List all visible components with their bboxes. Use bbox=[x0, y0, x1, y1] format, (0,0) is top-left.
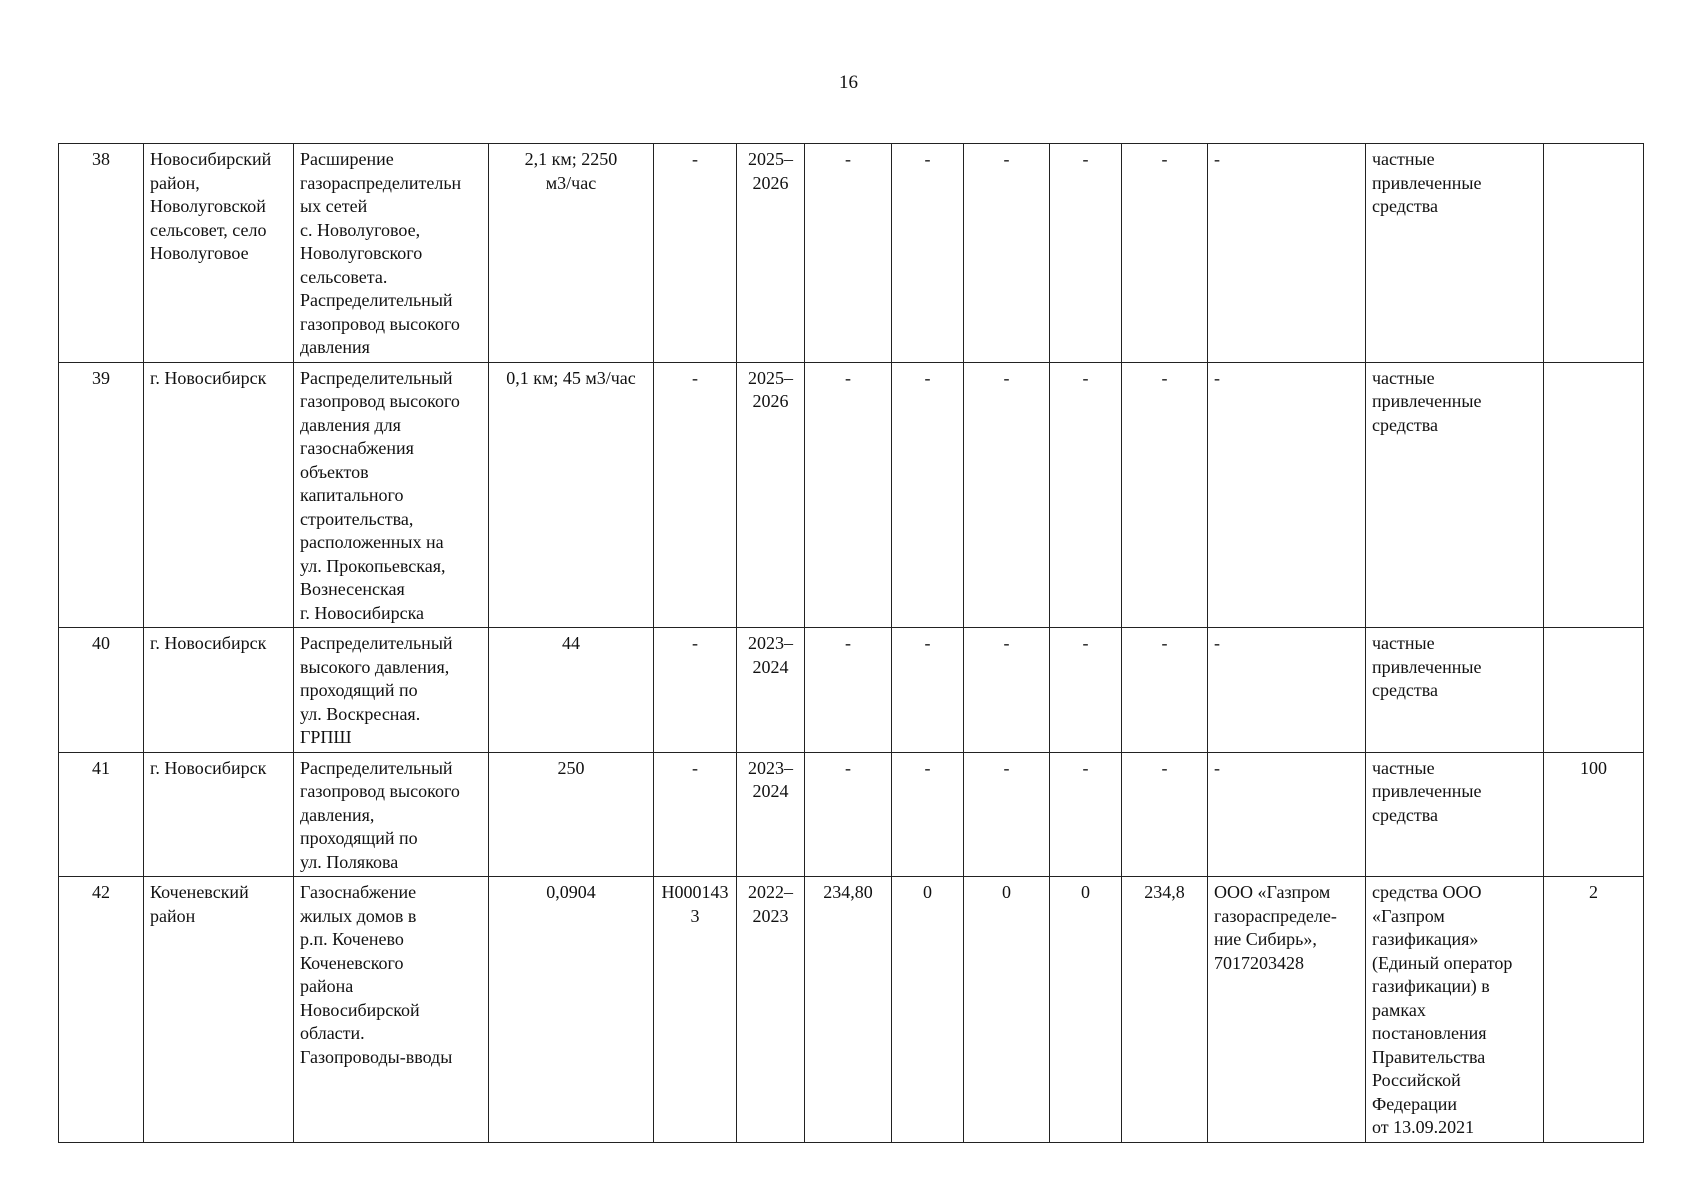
organization-cell: ООО «Газпром газораспределе- ние Сибирь», 7017203428 bbox=[1208, 877, 1366, 1143]
value-cell-2: - bbox=[892, 752, 964, 877]
period-cell: 2022– 2023 bbox=[737, 877, 805, 1143]
value-cell-5: - bbox=[1122, 628, 1208, 753]
last-value-cell: 2 bbox=[1544, 877, 1644, 1143]
code-cell: Н000143 3 bbox=[654, 877, 737, 1143]
organization-cell: - bbox=[1208, 752, 1366, 877]
period-cell: 2023– 2024 bbox=[737, 752, 805, 877]
location-cell: Новосибирский район, Новолуговской сельсовет, село Новолуговое bbox=[144, 144, 294, 363]
value-cell-3: - bbox=[964, 628, 1050, 753]
location-cell: г. Новосибирск bbox=[144, 362, 294, 628]
value-cell-2: - bbox=[892, 628, 964, 753]
last-value-cell: 100 bbox=[1544, 752, 1644, 877]
capacity-cell: 250 bbox=[489, 752, 654, 877]
code-cell: - bbox=[654, 628, 737, 753]
funding-source-cell: частные привлеченные средства bbox=[1366, 628, 1544, 753]
funding-source-cell: частные привлеченные средства bbox=[1366, 752, 1544, 877]
last-value-cell bbox=[1544, 362, 1644, 628]
code-cell: - bbox=[654, 752, 737, 877]
organization-cell: - bbox=[1208, 628, 1366, 753]
code-cell: - bbox=[654, 362, 737, 628]
object-cell: Газоснабжение жилых домов в р.п. Коченево Коченевского района Новосибирской области. Газопроводы-вводы bbox=[294, 877, 489, 1143]
table-row bbox=[59, 752, 1644, 877]
location-cell: г. Новосибирск bbox=[144, 628, 294, 753]
capacity-cell: 2,1 км; 2250 м3/час bbox=[489, 144, 654, 363]
value-cell-1: 234,80 bbox=[805, 877, 892, 1143]
organization-cell: - bbox=[1208, 144, 1366, 363]
funding-source-cell: средства ООО «Газпром газификация» (Единый оператор газификации) в рамках постановления Правительства Российской Федерации от 13.09.2021 bbox=[1366, 877, 1544, 1143]
value-cell-4: - bbox=[1050, 752, 1122, 877]
capacity-cell: 0,1 км; 45 м3/час bbox=[489, 362, 654, 628]
value-cell-4: - bbox=[1050, 362, 1122, 628]
value-cell-3: - bbox=[964, 144, 1050, 363]
last-value-cell bbox=[1544, 628, 1644, 753]
value-cell-4: 0 bbox=[1050, 877, 1122, 1143]
period-cell: 2025– 2026 bbox=[737, 144, 805, 363]
object-cell: Распределительный высокого давления, проходящий по ул. Воскресная. ГРПШ bbox=[294, 628, 489, 753]
page-number: 16 bbox=[839, 72, 858, 93]
period-cell: 2023– 2024 bbox=[737, 628, 805, 753]
gas-projects-table bbox=[58, 143, 1644, 1143]
value-cell-1: - bbox=[805, 628, 892, 753]
value-cell-5: - bbox=[1122, 144, 1208, 363]
capacity-cell: 44 bbox=[489, 628, 654, 753]
value-cell-5: 234,8 bbox=[1122, 877, 1208, 1143]
period-cell: 2025– 2026 bbox=[737, 362, 805, 628]
object-cell: Расширение газораспределительн ых сетей с. Новолуговое, Новолуговского сельсовета. Распределительный газопровод высокого давления bbox=[294, 144, 489, 363]
row-number: 42 bbox=[59, 877, 144, 1143]
value-cell-2: - bbox=[892, 362, 964, 628]
value-cell-2: - bbox=[892, 144, 964, 363]
value-cell-2: 0 bbox=[892, 877, 964, 1143]
last-value-cell bbox=[1544, 144, 1644, 363]
location-cell: г. Новосибирск bbox=[144, 752, 294, 877]
value-cell-3: 0 bbox=[964, 877, 1050, 1143]
funding-source-cell: частные привлеченные средства bbox=[1366, 144, 1544, 363]
value-cell-3: - bbox=[964, 362, 1050, 628]
row-number: 39 bbox=[59, 362, 144, 628]
value-cell-1: - bbox=[805, 362, 892, 628]
capacity-cell: 0,0904 bbox=[489, 877, 654, 1143]
table-row bbox=[59, 144, 1644, 363]
row-number: 40 bbox=[59, 628, 144, 753]
value-cell-3: - bbox=[964, 752, 1050, 877]
table-row bbox=[59, 362, 1644, 628]
value-cell-4: - bbox=[1050, 144, 1122, 363]
value-cell-1: - bbox=[805, 144, 892, 363]
row-number: 38 bbox=[59, 144, 144, 363]
funding-source-cell: частные привлеченные средства bbox=[1366, 362, 1544, 628]
location-cell: Коченевский район bbox=[144, 877, 294, 1143]
value-cell-1: - bbox=[805, 752, 892, 877]
organization-cell: - bbox=[1208, 362, 1366, 628]
object-cell: Распределительный газопровод высокого давления, проходящий по ул. Полякова bbox=[294, 752, 489, 877]
code-cell: - bbox=[654, 144, 737, 363]
table-row bbox=[59, 877, 1644, 1143]
table-row bbox=[59, 628, 1644, 753]
value-cell-5: - bbox=[1122, 752, 1208, 877]
object-cell: Распределительный газопровод высокого давления для газоснабжения объектов капитального строительства, расположенных на ул. Прокопьевская, Вознесенская г. Новосибирска bbox=[294, 362, 489, 628]
value-cell-4: - bbox=[1050, 628, 1122, 753]
row-number: 41 bbox=[59, 752, 144, 877]
value-cell-5: - bbox=[1122, 362, 1208, 628]
